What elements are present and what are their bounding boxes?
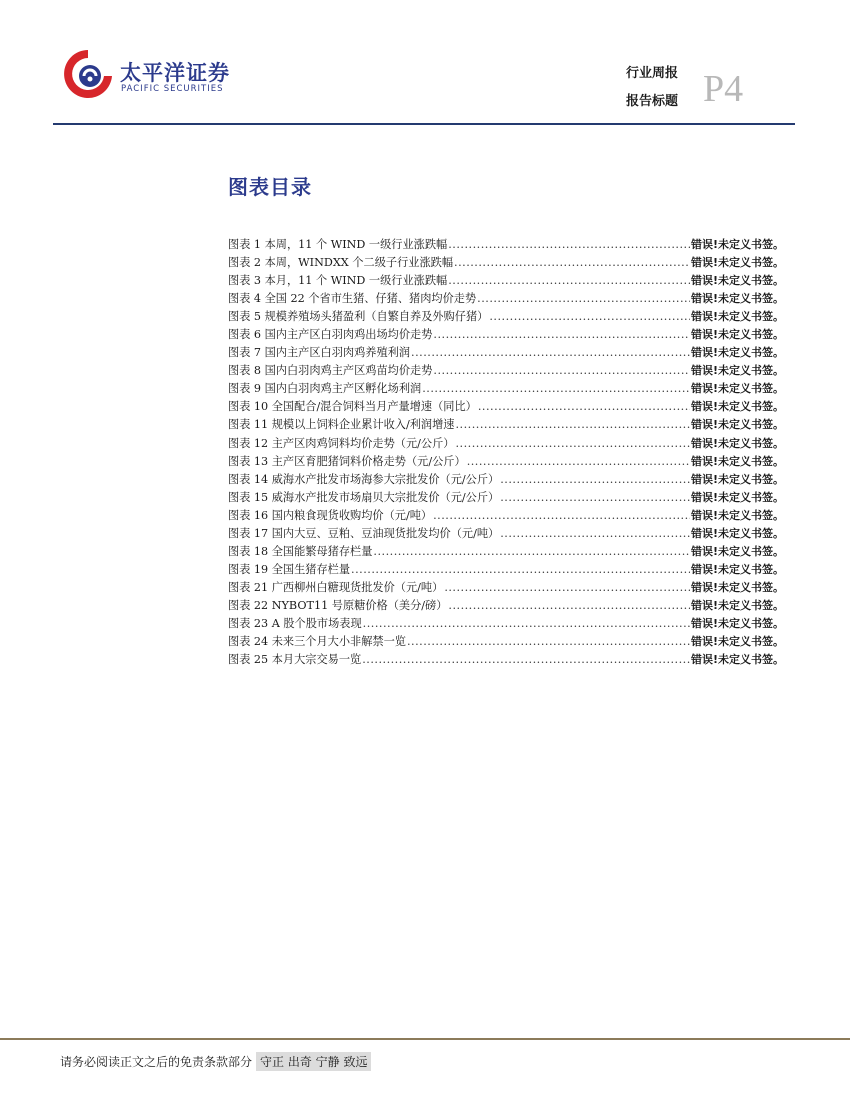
toc-leader-dots: [500, 489, 690, 507]
toc-entry-page-ref: 错误!未定义书签。: [690, 364, 784, 378]
toc-entry-text: 图表 15 威海水产批发市场扇贝大宗批发价（元/公斤）: [228, 490, 500, 504]
page-number: P4: [703, 68, 744, 110]
toc-entry[interactable]: [228, 597, 784, 615]
toc-title: 图表目录: [228, 175, 312, 199]
company-logo: [60, 46, 280, 106]
toc-entry[interactable]: [228, 236, 784, 254]
toc-entry-page-ref: 错误!未定义书签。: [690, 292, 784, 306]
toc-entry-text: 图表 14 威海水产批发市场海参大宗批发价（元/公斤）: [228, 472, 500, 486]
toc-leader-dots: [467, 453, 690, 471]
toc-entry-text: 图表 3 本月，11 个 WIND 一级行业涨跌幅: [228, 274, 448, 288]
footer-disclaimer: 请务必阅读正文之后的免责条款部分: [60, 1055, 253, 1069]
toc-entry-page-ref: 错误!未定义书签。: [690, 382, 784, 396]
toc-entry-text: 图表 9 国内白羽肉鸡主产区孵化场利润: [228, 382, 422, 396]
toc-entry-text: 图表 1 本周，11 个 WIND 一级行业涨跌幅: [228, 238, 448, 251]
toc-leader-dots: [500, 525, 690, 543]
toc-entry-text: 图表 5 规模养殖场头猪盈利（自繁自养及外购仔猪）: [228, 310, 489, 324]
toc-entry-text: 图表 4 全国 22 个省市生猪、仔猪、猪肉均价走势: [228, 292, 477, 306]
pacific-securities-logo-icon: [60, 46, 116, 102]
toc-list: [228, 236, 784, 669]
toc-entry-page-ref: 错误!未定义书签。: [690, 472, 784, 486]
toc-entry-text: 图表 7 国内主产区白羽肉鸡养殖利润: [228, 346, 411, 360]
toc-entry-text: 图表 13 主产区育肥猪饲料价格走势（元/公斤）: [228, 454, 466, 468]
toc-entry[interactable]: [228, 651, 784, 669]
header-divider: [53, 123, 795, 125]
toc-entry-page-ref: 错误!未定义书签。: [690, 454, 784, 468]
toc-leader-dots: [477, 290, 690, 308]
toc-entry[interactable]: [228, 561, 784, 579]
toc-entry[interactable]: [228, 398, 784, 416]
logo-chinese-name: 太平洋证券: [120, 61, 230, 85]
toc-entry[interactable]: [228, 416, 784, 434]
toc-leader-dots: [411, 344, 690, 362]
toc-entry-page-ref: 错误!未定义书签。: [690, 274, 784, 288]
toc-entry-text: 图表 23 A 股个股市场表现: [228, 616, 362, 630]
report-title: 报告标题: [626, 94, 679, 109]
toc-entry-text: 图表 18 全国能繁母猪存栏量: [228, 544, 373, 558]
toc-entry-page-ref: 错误!未定义书签。: [690, 418, 784, 432]
toc-leader-dots: [448, 236, 690, 254]
toc-entry-page-ref: 错误!未定义书签。: [690, 616, 784, 630]
page-header: [0, 0, 850, 130]
toc-leader-dots: [456, 416, 690, 434]
toc-leader-dots: [407, 633, 690, 651]
toc-entry-page-ref: 错误!未定义书签。: [690, 526, 784, 540]
toc-entry-page-ref: 错误!未定义书签。: [690, 310, 784, 324]
toc-leader-dots: [444, 579, 690, 597]
toc-entry-text: 图表 10 全国配合/混合饲料当月产量增速（同比）: [228, 400, 477, 414]
toc-entry[interactable]: [228, 290, 784, 308]
toc-entry[interactable]: [228, 308, 784, 326]
toc-entry-text: 图表 6 国内主产区白羽肉鸡出场均价走势: [228, 328, 433, 342]
toc-entry-text: 图表 2 本周，WINDXX 个二级子行业涨跌幅: [228, 256, 454, 270]
toc-entry[interactable]: [228, 344, 784, 362]
toc-entry-page-ref: 错误!未定义书签。: [690, 508, 784, 522]
toc-entry-text: 图表 17 国内大豆、豆粕、豆油现货批发均价（元/吨）: [228, 526, 500, 540]
toc-entry-page-ref: 错误!未定义书签。: [690, 580, 784, 594]
toc-entry-text: 图表 25 本月大宗交易一览: [228, 653, 362, 667]
toc-entry[interactable]: [228, 543, 784, 561]
toc-entry-page-ref: 错误!未定义书签。: [690, 256, 784, 270]
toc-entry-page-ref: 错误!未定义书签。: [690, 328, 784, 342]
toc-entry[interactable]: [228, 254, 784, 272]
toc-entry[interactable]: [228, 525, 784, 543]
toc-entry[interactable]: [228, 507, 784, 525]
toc-entry-page-ref: 错误!未定义书签。: [690, 544, 784, 558]
toc-leader-dots: [373, 543, 690, 561]
toc-entry[interactable]: [228, 272, 784, 290]
toc-entry-page-ref: 错误!未定义书签。: [690, 635, 784, 649]
toc-entry[interactable]: [228, 471, 784, 489]
toc-entry-page-ref: 错误!未定义书签。: [690, 653, 784, 667]
toc-leader-dots: [433, 326, 690, 344]
toc-entry-text: 图表 22 NYBOT11 号原糖价格（美分/磅）: [228, 598, 448, 612]
toc-leader-dots: [454, 254, 690, 272]
toc-leader-dots: [433, 362, 690, 380]
toc-entry-text: 图表 24 未来三个月大小非解禁一览: [228, 635, 406, 649]
toc-leader-dots: [478, 398, 690, 416]
toc-entry-text: 图表 8 国内白羽肉鸡主产区鸡苗均价走势: [228, 364, 433, 378]
toc-leader-dots: [433, 507, 690, 525]
toc-entry[interactable]: [228, 326, 784, 344]
toc-entry-page-ref: 错误!未定义书签。: [690, 238, 784, 251]
toc-entry[interactable]: [228, 615, 784, 633]
toc-leader-dots: [456, 435, 690, 453]
toc-leader-dots: [500, 471, 690, 489]
toc-leader-dots: [422, 380, 690, 398]
toc-entry-page-ref: 错误!未定义书签。: [690, 598, 784, 612]
report-type: 行业周报: [626, 66, 679, 81]
toc-entry-page-ref: 错误!未定义书签。: [690, 490, 784, 504]
toc-entry[interactable]: [228, 380, 784, 398]
toc-entry[interactable]: [228, 435, 784, 453]
toc-leader-dots: [363, 615, 690, 633]
toc-leader-dots: [362, 651, 690, 669]
toc-entry-page-ref: 错误!未定义书签。: [690, 400, 784, 414]
toc-entry-text: 图表 12 主产区肉鸡饲料均价走势（元/公斤）: [228, 436, 455, 450]
toc-entry-text: 图表 21 广西柳州白糖现货批发价（元/吨）: [228, 580, 444, 594]
toc-entry-text: 图表 19 全国生猪存栏量: [228, 562, 351, 576]
toc-entry-text: 图表 16 国内粮食现货收购均价（元/吨）: [228, 508, 433, 522]
toc-entry-page-ref: 错误!未定义书签。: [690, 562, 784, 576]
page-footer: [60, 1052, 371, 1071]
toc-entry[interactable]: [228, 453, 784, 471]
toc-leader-dots: [448, 597, 690, 615]
toc-leader-dots: [351, 561, 690, 579]
toc-entry[interactable]: [228, 489, 784, 507]
toc-entry[interactable]: [228, 362, 784, 380]
toc-entry[interactable]: [228, 579, 784, 597]
logo-english-name: PACIFIC SECURITIES: [121, 84, 224, 94]
footer-divider: [0, 1038, 850, 1040]
toc-entry[interactable]: [228, 633, 784, 651]
toc-entry-page-ref: 错误!未定义书签。: [690, 436, 784, 450]
toc-leader-dots: [448, 272, 690, 290]
toc-entry-text: 图表 11 规模以上饲料企业累计收入/利润增速: [228, 418, 455, 432]
footer-motto: 守正 出奇 宁静 致远: [256, 1052, 371, 1071]
toc-leader-dots: [489, 308, 690, 326]
toc-entry-page-ref: 错误!未定义书签。: [690, 346, 784, 360]
